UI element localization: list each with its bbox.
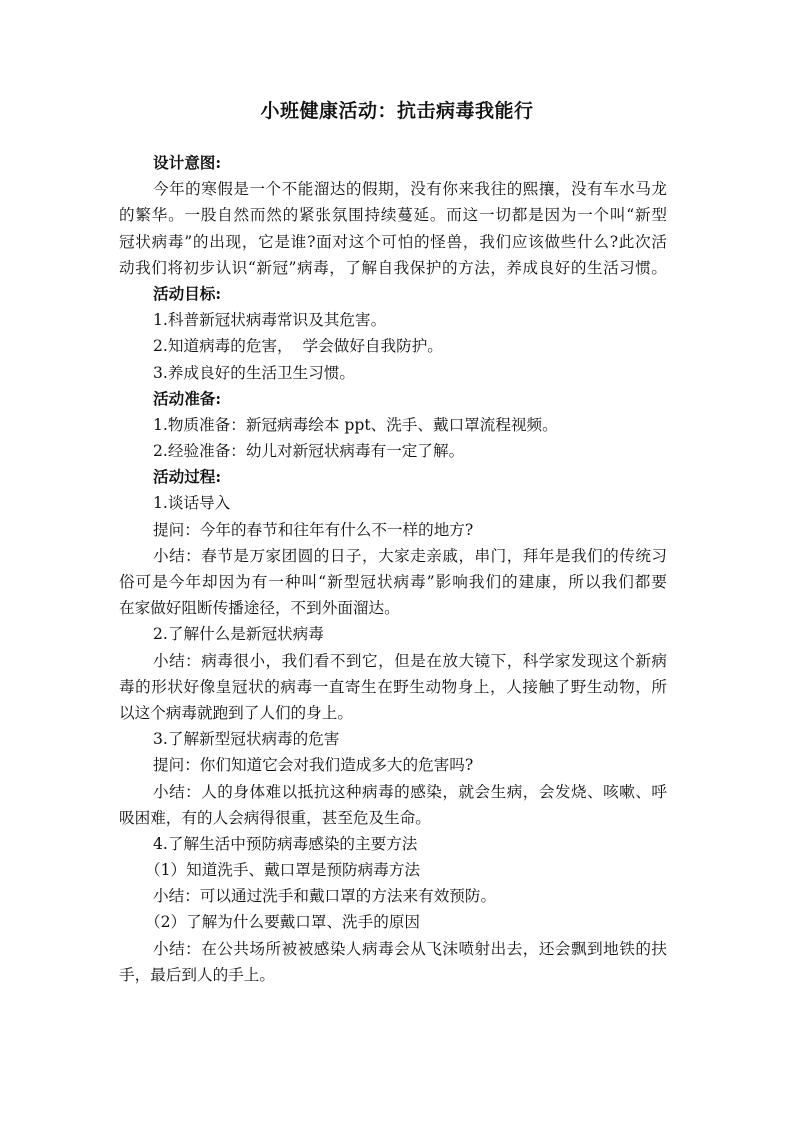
- step-title: 1.谈话导入: [153, 494, 231, 513]
- goal-item: 1.科普新冠状病毒常识及其危害。: [153, 311, 387, 330]
- design-intent-heading: 设计意图:: [153, 153, 222, 172]
- preparation-item: 2.经验准备：幼儿对新冠状病毒有一定了解。: [153, 442, 465, 461]
- design-intent-line: 动我们将初步认识“新冠”病毒，了解自我保护的方法，养成良好的生活习惯。: [119, 258, 667, 277]
- goal-item: 2.知道病毒的危害， 学会做好自我防护。: [153, 337, 443, 356]
- document-body: [119, 150, 667, 988]
- preparation-item: 1.物质准备：新冠病毒绘本 ppt、洗手、戴口罩流程视频。: [153, 415, 558, 434]
- document-title: 小班健康活动：抗击病毒我能行: [260, 100, 534, 122]
- substep-summary: 小结：可以通过洗手和戴口罩的方法来有效预防。: [153, 887, 497, 906]
- preparation-heading: 活动准备:: [153, 388, 222, 408]
- goal-item: 3.养成良好的生活卫生习惯。: [153, 363, 356, 382]
- goals-heading: 活动目标:: [153, 283, 222, 303]
- step-title: 3.了解新型冠状病毒的危害: [153, 730, 340, 749]
- design-intent-line: 的繁华。一股自然而然的紧张氛围持续蔓延。而这一切都是因为一个叫“新型: [119, 206, 667, 225]
- step-summary-line: 俗可是今年却因为有一种叫“新型冠状病毒”影响我们的建康，所以我们都要: [119, 573, 667, 591]
- step-summary-line: 小结：人的身体难以抵抗这种病毒的感染，就会生病，会发烧、咳嗽、呼: [153, 782, 667, 801]
- step-question: 提问：你们知道它会对我们造成多大的危害吗?: [153, 756, 474, 775]
- substep-summary-line: 小结：在公共场所被被感染人病毒会从飞沫喷射出去，还会飘到地铁的扶: [153, 939, 667, 958]
- step-title: 2.了解什么是新冠状病毒: [153, 625, 324, 644]
- design-intent-line: 今年的寒假是一个不能溜达的假期，没有你来我往的熙攘，没有车水马龙: [153, 180, 667, 199]
- step-summary-line: 在家做好阻断传播途径，不到外面溜达。: [119, 599, 400, 618]
- process-heading: 活动过程:: [153, 467, 222, 487]
- step-summary-line: 以这个病毒就跑到了人们的身上。: [119, 703, 353, 722]
- substep-title: （1）知道洗手、戴口罩是预防病毒方法: [145, 861, 421, 880]
- step-summary-line: 小结：病毒很小，我们看不到它，但是在放大镜下，科学家发现这个新病: [153, 651, 667, 670]
- step-summary-line: 吸困难，有的人会病得很重，甚至危及生命。: [119, 808, 431, 827]
- step-question: 提问：今年的春节和往年有什么不一样的地方?: [153, 520, 474, 539]
- substep-summary-line: 手，最后到人的手上。: [119, 965, 275, 984]
- design-intent-line: 冠状病毒”的出现，它是谁?面对这个可怕的怪兽，我们应该做些什么?此次活: [119, 232, 667, 251]
- step-summary-line: 毒的形状好像皇冠状的病毒一直寄生在野生动物身上，人接触了野生动物，所: [119, 677, 667, 696]
- step-summary-line: 小结：春节是万家团圆的日子，大家走亲戚，串门，拜年是我们的传统习: [153, 546, 667, 565]
- substep-title: （2）了解为什么要戴口罩、洗手的原因: [145, 913, 421, 932]
- step-title: 4.了解生活中预防病毒感染的主要方法: [153, 834, 418, 853]
